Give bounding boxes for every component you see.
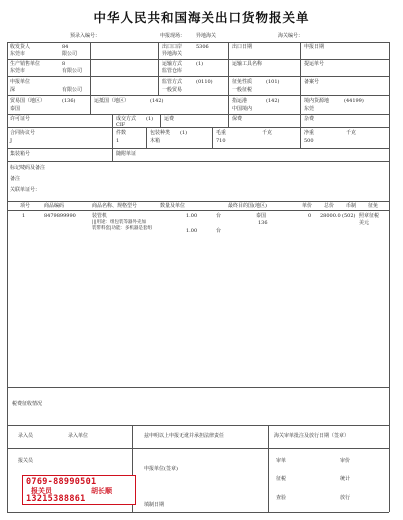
dest-port-code: (142) [266,98,280,104]
release-label: 放行 [340,495,351,501]
dest-country-label: 运抵国（地区） [94,98,130,104]
deal-mode-label: 成交方式 [116,116,137,122]
dest-port-name: 中国境内 [232,106,253,112]
related-label: 关联单证号： [10,187,41,193]
declare-place-value: 异地海关 [196,33,217,39]
stamp-role: 报关员 [31,487,52,495]
goods-unit-1: 台 [216,213,222,219]
approval-label: 海关审单批注及放行日期（签章） [274,433,350,439]
goods-header-total: 总价 [324,203,335,209]
declare-place-label: 申报现场： [160,33,186,39]
source-name: 东莞 [304,106,315,112]
broker-stamp [22,475,136,505]
producer-label: 生产销售单位 [10,61,41,67]
source-label: 境内货源地 [304,98,330,104]
package-value: 木箱 [150,138,161,144]
tax-status-label: 税费征收情况 [12,401,43,407]
goods-dest-code: 136 [258,220,268,226]
review-label: 审价 [340,458,351,464]
stamp-name: 胡长顺 [91,487,112,495]
goods-tax: 照章征税 [359,213,380,219]
goods-spec-2: 装带料套|功能：多机器是套组 [92,226,153,231]
goods-header-tax: 征免 [368,203,379,209]
goods-header-price: 单价 [302,203,313,209]
license-label: 许可证号 [10,116,31,122]
declare-date-label: 申报日期 [304,44,325,50]
goods-qty-1: 1.00 [186,213,198,219]
unit-sign-label: 申报单位(签章) [144,466,178,472]
stamp-phone: 0769-88990501 [26,477,97,487]
declarant-person-label: 报关员 [18,458,34,464]
trade-country-label: 贸易国（地区） [10,98,46,104]
goods-unit-2: 台 [216,228,222,234]
preentry-label: 预录入编号： [70,33,101,39]
goods-header-idx: 项号 [20,203,31,209]
shipper-name-2: 限公司 [62,51,78,57]
declarant-name-2: 有限公司 [62,87,83,93]
exit-port-name: 异地海关 [162,51,183,57]
container-label: 集装箱号 [10,151,31,157]
net-value: 500 [304,138,314,144]
declarant-label: 申报单位 [10,79,31,85]
shipper-code: 84 [62,44,69,50]
shipper-label: 收发货人 [10,44,31,50]
vehicle-label: 运输工具名称 [232,61,263,67]
tax-nature-label: 征免性质 [232,79,253,85]
exit-port-label: 出口口岸 [162,44,183,50]
goods-name: 装管机 [92,213,108,219]
transport-label: 运输方式 [162,61,183,67]
entry-unit-label: 录入单位 [68,433,89,439]
contract-label: 合同协议号 [10,130,36,136]
pieces-label: 件数 [116,130,127,136]
deal-mode-name: CIF [116,122,126,128]
net-label: 净重 [304,130,315,136]
goods-header-currency: 币制 [346,203,357,209]
transport-code: (1) [196,61,204,67]
misc-label: 杂费 [304,116,315,122]
stamp-phone-2: 13215388861 [26,494,86,504]
goods-spec-1: |||用途：组包装等器外壳加 [92,220,147,225]
goods-header-dest: 最终目的国(地区) [228,203,267,209]
goods-idx: 1 [22,213,26,219]
goods-code: 8479899990 [44,213,76,219]
supervision-name: 一般贸易 [162,87,183,93]
dest-country-code: (142) [150,98,164,104]
dest-port-label: 指运港 [232,98,248,104]
contract-value: J [10,138,13,144]
goods-currency: (502) [342,213,356,219]
goods-total: 28000.0 [320,213,341,219]
insurance-label: 保费 [232,116,243,122]
deal-mode-code: (1) [146,116,154,122]
gross-unit: 千克 [262,130,273,136]
levy-label: 征税 [276,476,287,482]
trade-country-code: (136) [62,98,76,104]
tax-nature-code: (101) [266,79,280,85]
audit-label: 审单 [276,458,287,464]
gross-label: 毛重 [216,130,227,136]
net-unit: 千克 [346,130,357,136]
freight-label: 运费 [164,116,175,122]
goods-qty-2: 1.00 [186,228,198,234]
stats-label: 统计 [340,476,351,482]
inspect-label: 查验 [276,495,287,501]
entry-person-label: 录入员 [18,433,34,439]
producer-name: 东莞市 [10,68,26,74]
exit-port-code: 5306 [196,44,209,50]
marks-label: 标记唛码及备注 [10,165,46,171]
supervision-code: (0110) [196,79,213,85]
supervision-label: 监管方式 [162,79,183,85]
producer-code: 8 [62,61,66,67]
goods-currency-name: 美元 [359,220,370,226]
transport-name: 监管仓库 [162,68,183,74]
goods-header-name: 商品名称、规格型号 [92,203,138,209]
package-label: 包装种类 [150,130,171,136]
shipper-name: 东莞市 [10,51,26,57]
goods-price: 0 [308,213,312,219]
customs-no-label: 海关编号： [278,33,304,39]
tax-nature-name: 一般征税 [232,87,253,93]
docs-label: 随附单证 [116,151,137,157]
waybill-label: 提运单号 [304,61,325,67]
package-code: (1) [180,130,188,136]
trade-country-name: 泰国 [10,106,21,112]
remark-label: 备注 [10,176,21,182]
declarant-name: 深 [10,87,16,93]
pieces-value: 1 [116,138,120,144]
record-no-label: 备案号 [304,79,320,85]
gross-value: 710 [216,138,226,144]
fill-date-label: 填制日期 [144,502,165,508]
producer-name-2: 有限公司 [62,68,83,74]
statement-text: 兹申明以上申报无讹并承担法律责任 [144,433,225,439]
form-title: 中华人民共和国海关出口货物报关单 [93,10,310,25]
source-code: (44199) [344,98,364,104]
goods-dest: 泰国 [256,213,267,219]
goods-header-code: 商品编码 [44,203,65,209]
exit-date-label: 出口日期 [232,44,253,50]
goods-header-qty: 数量及单位 [160,203,186,209]
